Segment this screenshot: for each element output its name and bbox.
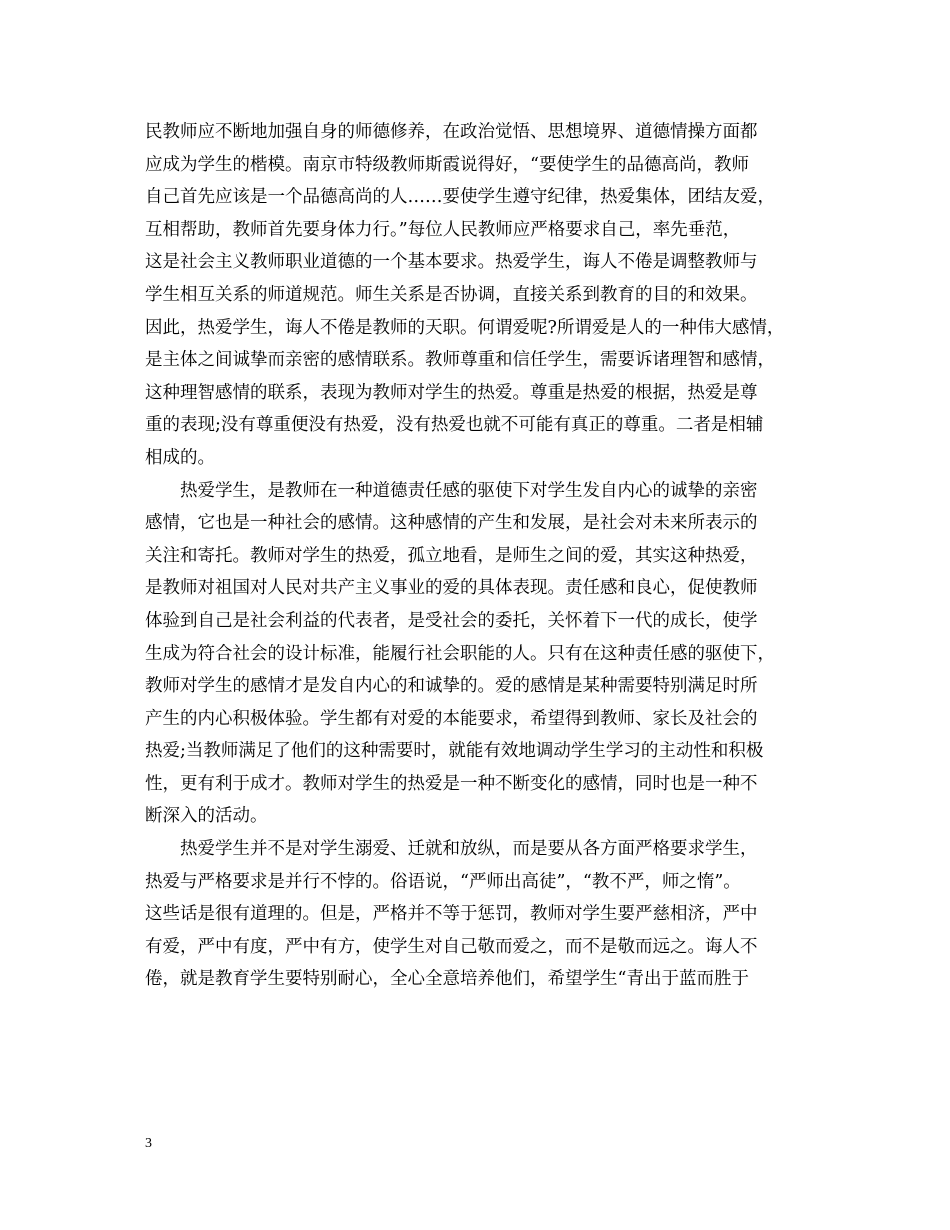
text-line: 断深入的活动。 [145,806,268,827]
text-line: 互相帮助，教师首先要身体力行。”每位人民教师应严格要求自己，率先垂范， [145,219,741,240]
text-line: 重的表现;没有尊重便没有热爱，没有热爱也就不可能有真正的尊重。二者是相辅 [145,415,764,436]
text-line: 这是社会主义教师职业道德的一个基本要求。热爱学生，诲人不倦是调整教师与 [145,252,758,273]
text-line: 是教师对祖国对人民对共产主义事业的爱的具体表现。责任感和良心，促使教师 [145,578,758,599]
text-line: 这种理智感情的联系，表现为教师对学生的热爱。尊重是热爱的根据，热爱是尊 [145,382,758,403]
text-line: 应成为学生的楷模。南京市特级教师斯霞说得好，“要使学生的品德高尚，教师 [145,154,749,175]
text-line: 倦，就是教育学生要特别耐心，全心全意培养他们，希望学生“青出于蓝而胜于 [145,969,749,990]
text-line: 学生相互关系的师道规范。师生关系是否协调，直接关系到教育的目的和效果。 [145,284,758,305]
paragraph-first-line: 热爱学生，是教师在一种道德责任感的驱使下对学生发自内心的诚挚的亲密 [180,480,758,501]
text-line: 关注和寄托。教师对学生的热爱，孤立地看，是师生之间的爱，其实这种热爱， [145,545,758,566]
text-line: 性，更有利于成才。教师对学生的热爱是一种不断变化的感情，同时也是一种不 [145,773,758,794]
text-line: 感情，它也是一种社会的感情。这种感情的产生和发展，是社会对未来所表示的 [145,513,758,534]
document-body [145,116,815,996]
paragraph-first-line: 热爱学生并不是对学生溺爱、迁就和放纵，而是要从各方面严格要求学生， [180,839,758,860]
text-line: 教师对学生的感情才是发自内心的和诚挚的。爱的感情是某种需要特别满足时所 [145,676,758,697]
text-line: 因此，热爱学生，诲人不倦是教师的天职。何谓爱呢?所谓爱是人的一种伟大感情， [145,317,785,338]
text-line: 相成的。 [145,447,215,468]
text-line: 是主体之间诚挚而亲密的感情联系。教师尊重和信任学生，需要诉诸理智和感情， [145,350,775,371]
text-line: 产生的内心积极体验。学生都有对爱的本能要求，希望得到教师、家长及社会的 [145,708,758,729]
text-line: 热爱与严格要求是并行不悖的。俗语说，“严师出高徒”，“教不严，师之惰”。 [145,871,741,892]
text-line: 民教师应不断地加强自身的师德修养，在政治觉悟、思想境界、道德情操方面都 [145,122,758,142]
text-line: 体验到自己是社会利益的代表者，是受社会的委托，关怀着下一代的成长，使学 [145,610,758,631]
text-line: 生成为符合社会的设计标准，能履行社会职能的人。只有在这种责任感的驱使下， [145,643,775,664]
page-number: 3 [145,1136,152,1151]
text-line: 自己首先应该是一个品德高尚的人……要使学生遵守纪律，热爱集体，团结友爱， [145,187,775,208]
text-line: 热爱;当教师满足了他们的这种需要时，就能有效地调动学生学习的主动性和积极 [145,741,764,762]
text-line: 这些话是很有道理的。但是，严格并不等于惩罚，教师对学生要严慈相济，严中 [145,904,758,925]
text-line: 有爱，严中有度，严中有方，使学生对自己敬而爱之，而不是敬而远之。诲人不 [145,936,758,957]
